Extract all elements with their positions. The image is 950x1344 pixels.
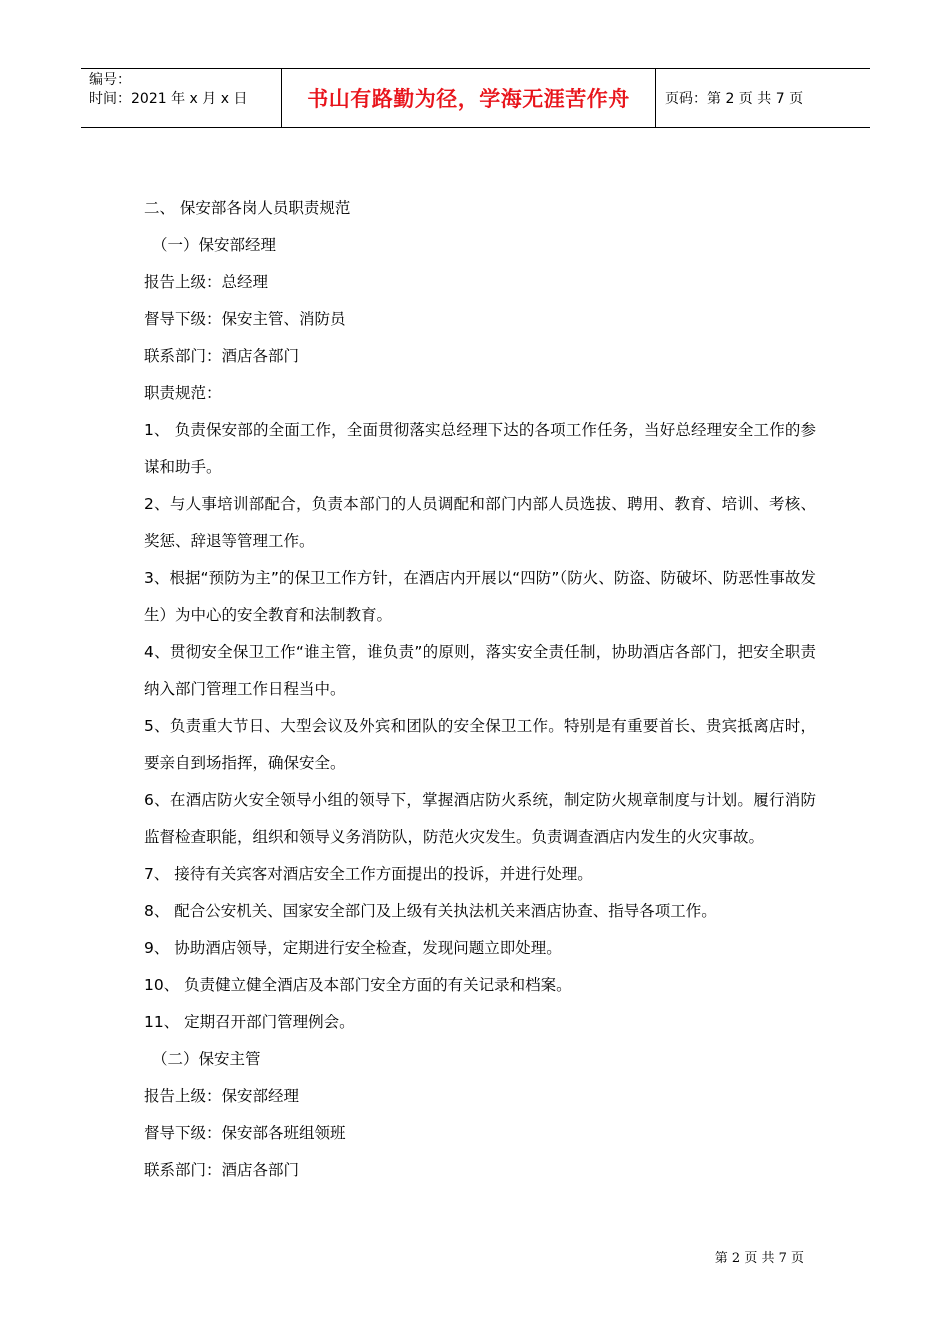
header-number-label: 编号： [89, 72, 131, 88]
body-paragraph: 11、 定期召开部门管理例会。 [144, 1013, 355, 1031]
document-header [81, 68, 870, 128]
body-paragraph: （二）保安主管 [152, 1050, 261, 1068]
document-body [144, 190, 816, 1189]
body-paragraph: 10、 负责健立健全酒店及本部门安全方面的有关记录和档案。 [144, 976, 572, 994]
page-footer: 第 2 页 共 7 页 [714, 1251, 804, 1266]
body-paragraph: 报告上级：总经理 [144, 273, 269, 291]
body-paragraph: 二、 保安部各岗人员职责规范 [144, 199, 351, 217]
header-page-label: 页码：第 2 页 共 7 页 [665, 91, 804, 107]
body-paragraph: 5、负责重大节日、大型会议及外宾和团队的安全保卫工作。特别是有重要首长、贵宾抵离店时，要亲自到场指挥，确保安全。 [144, 717, 816, 772]
body-paragraph: 2、与人事培训部配合，负责本部门的人员调配和部门内部人员选拔、聘用、教育、培训、考核、奖惩、辞退等管理工作。 [144, 495, 816, 550]
body-paragraph: 3、根据“预防为主”的保卫工作方针，在酒店内开展以“四防”（防火、防盗、防破坏、防恶性事故发生）为中心的安全教育和法制教育。 [144, 569, 816, 624]
body-paragraph: 报告上级：保安部经理 [144, 1087, 300, 1105]
body-paragraph: 1、 负责保安部的全面工作，全面贯彻落实总经理下达的各项工作任务，当好总经理安全工作的参谋和助手。 [144, 421, 816, 476]
body-paragraph: 联系部门：酒店各部门 [144, 1161, 300, 1179]
body-paragraph: 督导下级：保安主管、消防员 [144, 310, 346, 328]
body-paragraph: 6、在酒店防火安全领导小组的领导下，掌握酒店防火系统，制定防火规章制度与计划。履行消防监督检查职能，组织和领导义务消防队，防范火灾发生。负责调查酒店内发生的火灾事故。 [144, 791, 816, 846]
header-meta [81, 69, 282, 127]
body-paragraph: （一）保安部经理 [152, 236, 277, 254]
header-time-label: 时间：2021 年 x 月 x 日 [89, 91, 248, 107]
body-paragraph: 督导下级：保安部各班组领班 [144, 1124, 346, 1142]
body-paragraph: 7、 接待有关宾客对酒店安全工作方面提出的投诉，并进行处理。 [144, 865, 593, 883]
body-paragraph: 联系部门：酒店各部门 [144, 347, 300, 365]
body-paragraph: 8、 配合公安机关、国家安全部门及上级有关执法机关来酒店协查、指导各项工作。 [144, 902, 717, 920]
header-motto: 书山有路勤为径，学海无涯苦作舟 [282, 69, 656, 127]
body-paragraph: 4、贯彻安全保卫工作“谁主管，谁负责”的原则，落实安全责任制，协助酒店各部门，把安全职责纳入部门管理工作日程当中。 [144, 643, 816, 698]
body-paragraph: 9、 协助酒店领导，定期进行安全检查，发现问题立即处理。 [144, 939, 562, 957]
body-paragraph: 职责规范： [144, 384, 222, 402]
